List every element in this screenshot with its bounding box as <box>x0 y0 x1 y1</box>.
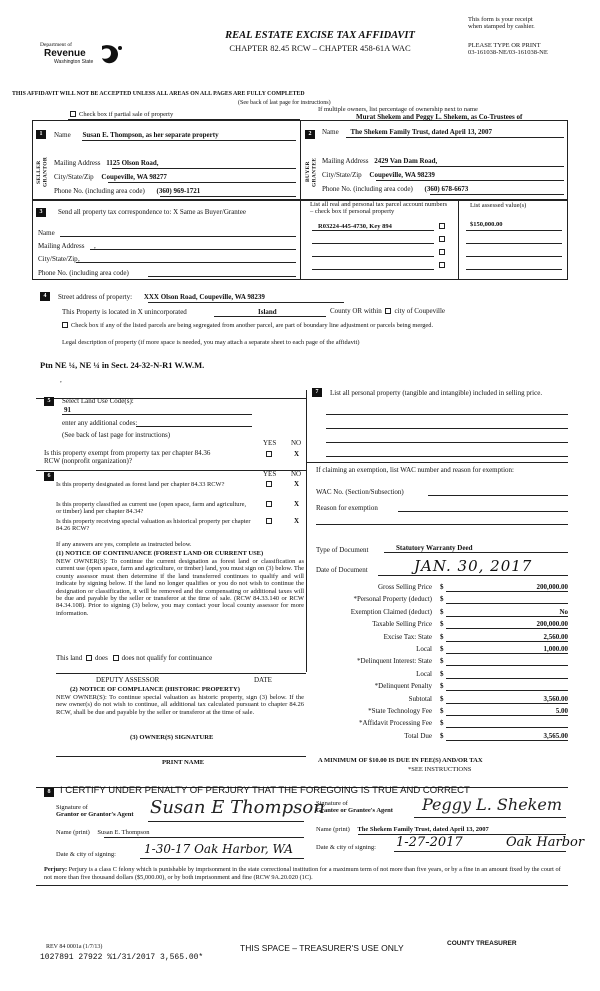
s5-see-back: (See back of last page for instructions) <box>62 431 171 439</box>
segregated-checkbox[interactable] <box>62 322 68 328</box>
certify-statement: I CERTIFY UNDER PENALTY OF PERJURY THAT THE FOREGOING IS TRUE AND CORRECT <box>60 785 470 796</box>
current-use-answer: X <box>294 500 300 508</box>
grantor-signature: Susan E Thompson <box>150 797 325 818</box>
price-row <box>316 633 568 644</box>
grantee-date: 1-27-2017 <box>396 835 463 850</box>
deputy-date-label: DATE <box>254 676 272 684</box>
grantee-name: The Shekem Family Trust, dated April 13, 2007 <box>357 826 489 833</box>
price-row-underline <box>446 690 568 691</box>
seller-phone: (360) 969-1721 <box>156 187 201 195</box>
segregated-label: Check box if any of the listed parcels are being segregated from another parcel, are part of boundary line adjustment or parcels being merged. <box>71 322 434 329</box>
partial-sale-label: Check box if partial sale of property <box>79 111 174 118</box>
price-row-underline <box>446 616 568 617</box>
receipt-note-line-1: This form is your receipt <box>468 16 533 23</box>
price-row-currency: $ <box>440 607 444 616</box>
print-name-label: PRINT NAME <box>162 759 205 766</box>
price-row-label: *Affidavit Processing Fee <box>359 719 432 728</box>
any-yes-note: If any answers are yes, complete as instructed below. <box>56 541 192 548</box>
wac-label: WAC No. (Section/Subsection) <box>316 488 404 496</box>
buyer-phone-row <box>322 185 468 193</box>
grantee-signature: Peggy L. Shekem <box>422 795 562 814</box>
buyer-mailing-row <box>322 157 437 165</box>
s3-mailing-label: Mailing Address <box>38 242 85 250</box>
s6-yes-header: YES <box>263 470 277 478</box>
land-use-label: Select Land Use Code(s): <box>62 397 134 405</box>
price-row <box>316 608 568 619</box>
price-row-label: Taxable Selling Price <box>372 620 432 629</box>
price-row-underline <box>446 591 568 592</box>
price-row <box>316 583 568 594</box>
price-row-value: No <box>559 607 568 616</box>
personal-property-label: List all personal property (tangible and intangible) included in selling price. <box>330 389 543 397</box>
seller-city-row <box>54 173 167 181</box>
street-row <box>58 293 265 301</box>
parcel-3-checkbox[interactable] <box>439 249 445 255</box>
buyer-name-line-1: Murat Shekem and Peggy L. Shekem, as Co-Trustees of <box>356 113 523 121</box>
print-note <box>468 42 588 57</box>
price-row-value: 1,000.00 <box>543 645 568 653</box>
price-row <box>316 657 568 668</box>
grantor-name: Susan E. Thompson <box>97 829 150 836</box>
price-row-underline <box>446 740 568 741</box>
state-label: Washington State <box>54 59 94 65</box>
county-name: Island <box>258 308 277 316</box>
buyer-city-label: City/State/Zip <box>322 171 362 179</box>
grantee-name-row <box>316 826 489 833</box>
price-row-label: Gross Selling Price <box>377 583 432 591</box>
price-row-currency: $ <box>440 657 444 666</box>
grantor-date-row <box>56 851 116 858</box>
perjury-label: Perjury: <box>44 866 68 873</box>
s5-no-header: NO <box>291 439 302 447</box>
notice-continuance-text: NEW OWNER(S): To continue the current designation as forest land or classification as current use (open space, farm and agriculture, or timber) land, you must sign on (3) below. The county assessor must then determine if the land transferred continues to qualify and will indicate by signing below. If the land no longer qualifies or you do not wish to continue the designation or classification, it will be removed and the compensating or additional taxes will be due and payable by the seller or transferor at the time of sale. (RCW 84.33.140 or RCW 84.34.108). Prior to signing (3) below, you may contact your local county assessor for more information. <box>56 558 304 617</box>
grantee-sig-label <box>316 800 393 815</box>
grantee-city: Oak Harbor <box>506 835 585 850</box>
segregated-row <box>62 322 433 329</box>
treasurer-space: THIS SPACE – TREASURER'S USE ONLY <box>240 943 404 953</box>
assessed-header: List assessed value(s) <box>470 202 527 209</box>
price-row-currency: $ <box>440 707 444 715</box>
price-row-currency: $ <box>440 620 444 629</box>
grantor-date-label: Date & city of signing: <box>56 851 116 858</box>
s5-yes-header: YES <box>263 439 277 447</box>
ref-number: 03-161038-NE/03-161038-NE <box>468 49 548 57</box>
see-back-instructions: (See back of last page for instructions) <box>238 100 331 106</box>
price-row-underline <box>446 641 568 642</box>
price-row-value: 3,560.00 <box>543 694 568 703</box>
price-row <box>316 707 568 718</box>
price-row <box>316 682 568 693</box>
revenue-logo <box>40 42 130 68</box>
exempt-question: Is this property exempt from property tax per chapter 84.36 RCW (nonprofit organization)? <box>44 449 211 466</box>
county-or-row <box>330 307 445 315</box>
legal-label: Legal description of property (if more space is needed, you may attach a separate sheet to each page of the affidavit) <box>62 339 360 346</box>
seller-city: Coupeville, WA 98277 <box>101 173 167 181</box>
grantee-sig-label-2: Grantee or Grantee's Agent <box>316 807 393 815</box>
grantee-name-label: Name (print) <box>316 826 350 833</box>
enter-additional-label: enter any additional codes: <box>62 419 138 427</box>
price-row-underline <box>446 628 568 629</box>
section-5-badge: 5 <box>44 397 54 406</box>
buyer-name-line-2: The Shekem Family Trust, dated April 13, 2007 <box>350 128 492 136</box>
price-row-label: Local <box>416 645 432 653</box>
price-row <box>316 595 568 606</box>
historic-answer: X <box>294 517 300 525</box>
price-row-currency: $ <box>440 682 444 691</box>
price-row-label: *Delinquent Penalty <box>374 682 432 691</box>
s6-no-header: NO <box>291 470 302 478</box>
price-row-underline <box>446 703 568 704</box>
section-1-badge: 1 <box>36 130 46 139</box>
price-row-label: Local <box>416 669 432 678</box>
doc-date-value: JAN. 30, 2017 <box>414 557 533 575</box>
grantor-sig-label-1: Signature of <box>56 804 88 811</box>
s3-phone-label: Phone No. (including area code) <box>38 269 129 277</box>
notice-compliance-title: (2) NOTICE OF COMPLIANCE (HISTORIC PROPERTY) <box>70 686 240 693</box>
seller-name-row <box>54 131 219 139</box>
section-8-badge: 8 <box>44 788 54 797</box>
parcel-4-checkbox[interactable] <box>439 262 445 268</box>
price-row <box>316 670 568 681</box>
buyer-name-label: Name <box>322 128 339 136</box>
exempt-yes-checkbox[interactable] <box>266 451 272 457</box>
exempt-answer: X <box>294 450 300 458</box>
print-note-label: PLEASE TYPE OR PRINT <box>468 42 541 49</box>
land-use-code: 91 <box>64 406 71 414</box>
price-row <box>316 620 568 631</box>
county-treasurer-label: COUNTY TREASURER <box>447 940 517 947</box>
seller-name-label: Name <box>54 131 71 139</box>
qualify-not-checkbox[interactable] <box>113 655 119 661</box>
buyer-phone: (360) 678-6673 <box>424 185 469 193</box>
buyer-side-label: BUYER GRANTEE <box>305 157 318 187</box>
perjury-notice <box>44 866 568 882</box>
exemption-claim-label: If claiming an exemption, list WAC number and reason for exemption: <box>316 466 514 474</box>
price-row-currency: $ <box>440 645 444 653</box>
historic-yes-checkbox[interactable] <box>266 518 272 524</box>
seller-name: Susan E. Thompson, as her separate property <box>82 131 219 139</box>
dept-of-label: Department of <box>40 42 72 48</box>
notice-compliance-text: NEW OWNER(S): To continue special valuation as historic property, sign (3) below. If the new owner(s) do not wish to continue, all additional tax calculated pursuant to chapter 84.26 RCW, shall be due and payable by the seller or transferor at the time of sale. <box>56 694 304 716</box>
section-2-badge: 2 <box>305 130 315 139</box>
seller-mailing: 1125 Olson Road, <box>106 159 159 167</box>
section-3-badge: 3 <box>36 208 46 217</box>
street-address: XXX Olson Road, Coupeville, WA 98239 <box>143 293 265 301</box>
partial-sale-checkbox[interactable] <box>70 111 76 117</box>
located-row <box>62 308 187 316</box>
price-row-currency: $ <box>440 731 444 740</box>
price-row-value: 200,000.00 <box>536 583 568 591</box>
perjury-text: Perjury is a class C felony which is punishable by imprisonment in the state correctional institution for a maximum term of not more than five years, or by a fine in an amount fixed by the court of not more than five thousand dollars ($5,000.00), or by both imprisonment and fine (RCW 9A.20.020 (1C). <box>44 866 561 882</box>
street-label: Street address of property: <box>58 293 133 301</box>
multiple-owners-note: If multiple owners, list percentage of ownership next to name <box>318 106 478 113</box>
price-row-label: *Personal Property (deduct) <box>353 595 432 604</box>
form-title: REAL ESTATE EXCISE TAX AFFIDAVIT <box>225 30 415 41</box>
s3-city-label: City/State/Zip <box>38 255 78 263</box>
price-row-value: 2,560.00 <box>543 632 568 641</box>
city-of-label: city of Coupeville <box>394 307 446 315</box>
qualify-label: This land <box>56 654 83 662</box>
owner-signature-label: (3) OWNER(S) SIGNATURE <box>130 734 214 741</box>
price-row-underline <box>446 653 568 654</box>
seller-phone-row <box>54 187 200 195</box>
minimum-due-note: A MINIMUM OF $10.00 IS DUE IN FEE(S) AND/OR TAX <box>318 757 483 764</box>
seller-phone-label: Phone No. (including area code) <box>54 187 145 195</box>
buyer-name-row <box>322 128 492 136</box>
city-of-checkbox[interactable] <box>385 308 391 314</box>
qualify-does-checkbox[interactable] <box>86 655 92 661</box>
receipt-stamp: 1027891 27922 %1/31/2017 3,565.00* <box>40 953 204 962</box>
price-row-label: *Delinquent Interest: State <box>356 657 432 666</box>
revenue-label: Revenue <box>44 48 86 59</box>
legal-description: Ptn NE ¼, NE ¼ in Sect. 24-32-N-R1 W.W.M. <box>40 360 205 370</box>
buyer-mailing: 2429 Van Dam Road, <box>374 157 438 165</box>
deputy-assessor-label: DEPUTY ASSESSOR <box>96 676 160 684</box>
grantee-date-label: Date & city of signing: <box>316 844 376 851</box>
price-row <box>316 645 568 656</box>
section-4-badge: 4 <box>40 292 50 301</box>
send-correspondence-label: Send all property tax correspondence to: <box>58 208 172 216</box>
assessed-value: $150,000.00 <box>470 221 503 228</box>
notice-continuance-title: (1) NOTICE OF CONTINUANCE (FOREST LAND OR CURRENT USE) <box>56 550 264 557</box>
price-row-label: Exemption Claimed (deduct) <box>350 607 432 616</box>
price-row-underline <box>446 715 568 716</box>
grantee-date-row <box>316 844 376 851</box>
price-row-label: Total Due <box>404 731 432 740</box>
doc-type-value: Statutory Warranty Deed <box>396 544 473 552</box>
price-row-currency: $ <box>440 583 444 591</box>
price-row-underline <box>446 665 568 666</box>
price-row-currency: $ <box>440 694 444 703</box>
partial-sale-checkbox-row <box>70 111 173 118</box>
forest-yes-checkbox[interactable] <box>266 481 272 487</box>
seller-side-label: SELLER GRANTOR <box>36 156 49 188</box>
receipt-note-line-2: when stamped by cashier. <box>468 23 535 31</box>
doc-date-label: Date of Document <box>316 566 368 574</box>
s3-name-label: Name <box>38 229 55 237</box>
section-7-badge: 7 <box>312 388 322 397</box>
qualify-row <box>56 654 212 662</box>
not-accepted-warning: THIS AFFIDAVIT WILL NOT BE ACCEPTED UNLESS ALL AREAS ON ALL PAGES ARE FULLY COMPLETED <box>12 91 305 97</box>
price-row-currency: $ <box>440 669 444 678</box>
parcel-number: R03224-445-4730, Key 894 <box>318 223 392 230</box>
buyer-mailing-label: Mailing Address <box>322 157 369 165</box>
price-row <box>316 695 568 706</box>
price-row-currency: $ <box>440 595 444 604</box>
current-use-question: Is this property classified as current use (open space, farm and agriculture, or timber) land per chapter 84.34? <box>56 501 247 516</box>
see-instructions-note: *SEE INSTRUCTIONS <box>408 766 472 773</box>
grantor-sig-label-2: Grantor or Grantor's Agent <box>56 811 134 819</box>
s3-mailing-value: , <box>94 242 96 250</box>
form-subtitle: CHAPTER 82.45 RCW – CHAPTER 458-61A WAC <box>229 43 411 53</box>
price-row-value: 5.00 <box>555 707 568 715</box>
price-row-label: Subtotal <box>408 694 432 703</box>
current-use-yes-checkbox[interactable] <box>266 501 272 507</box>
qualify-not-label: does not qualify for continuance <box>121 654 213 662</box>
form-revision: REV 84 0001a (1/7/13) <box>46 944 103 950</box>
section-6-badge: 6 <box>44 472 54 481</box>
grantor-date-city: 1-30-17 Oak Harbor, WA <box>144 842 293 856</box>
send-correspondence-row <box>58 208 246 216</box>
qualify-does-label: does <box>95 654 108 662</box>
seller-mailing-label: Mailing Address <box>54 159 101 167</box>
county-or-label: County OR within <box>330 307 382 315</box>
price-row-underline <box>446 727 568 728</box>
buyer-city: Coupeville, WA 98239 <box>369 171 435 179</box>
buyer-city-row <box>322 171 435 179</box>
seller-mailing-row <box>54 159 159 167</box>
stray-mark: , <box>60 376 62 384</box>
price-row-currency: $ <box>440 632 444 641</box>
doc-type-label: Type of Document <box>316 546 369 554</box>
historic-question: Is this property receiving special valuation as historical property per chapter 84.26 RCW? <box>56 518 251 533</box>
parcel-header: List all real and personal tax parcel account numbers – check box if personal property <box>310 201 448 216</box>
buyer-phone-label: Phone No. (including area code) <box>322 185 413 193</box>
same-as-buyer: X Same as Buyer/Grantee <box>173 208 246 216</box>
price-row-value: 200,000.00 <box>536 620 568 629</box>
parcel-2-checkbox[interactable] <box>439 236 445 242</box>
price-row-underline <box>446 678 568 679</box>
s3-city-value: , <box>78 255 80 263</box>
receipt-note <box>468 16 588 31</box>
price-row-currency: $ <box>440 719 444 728</box>
price-row <box>316 732 568 743</box>
price-row-underline <box>446 603 568 604</box>
exemption-reason-label: Reason for exemption <box>316 504 378 512</box>
price-row <box>316 719 568 730</box>
grantor-name-label: Name (print) <box>56 829 90 836</box>
forest-question: Is this property designated as forest land per chapter 84.33 RCW? <box>56 481 225 488</box>
located-label: This Property is located in X unincorporated <box>62 308 187 316</box>
grantee-sig-label-1: Signature of <box>316 800 348 807</box>
grantor-name-row <box>56 829 149 836</box>
seller-city-label: City/State/Zip <box>54 173 94 181</box>
price-row-value: 3,565.00 <box>543 731 568 740</box>
forest-answer: X <box>294 480 300 488</box>
parcel-1-checkbox[interactable] <box>439 223 445 229</box>
grantor-sig-label <box>56 804 134 819</box>
price-row-label: *State Technology Fee <box>368 707 432 715</box>
price-row-label: Excise Tax: State <box>383 632 432 641</box>
